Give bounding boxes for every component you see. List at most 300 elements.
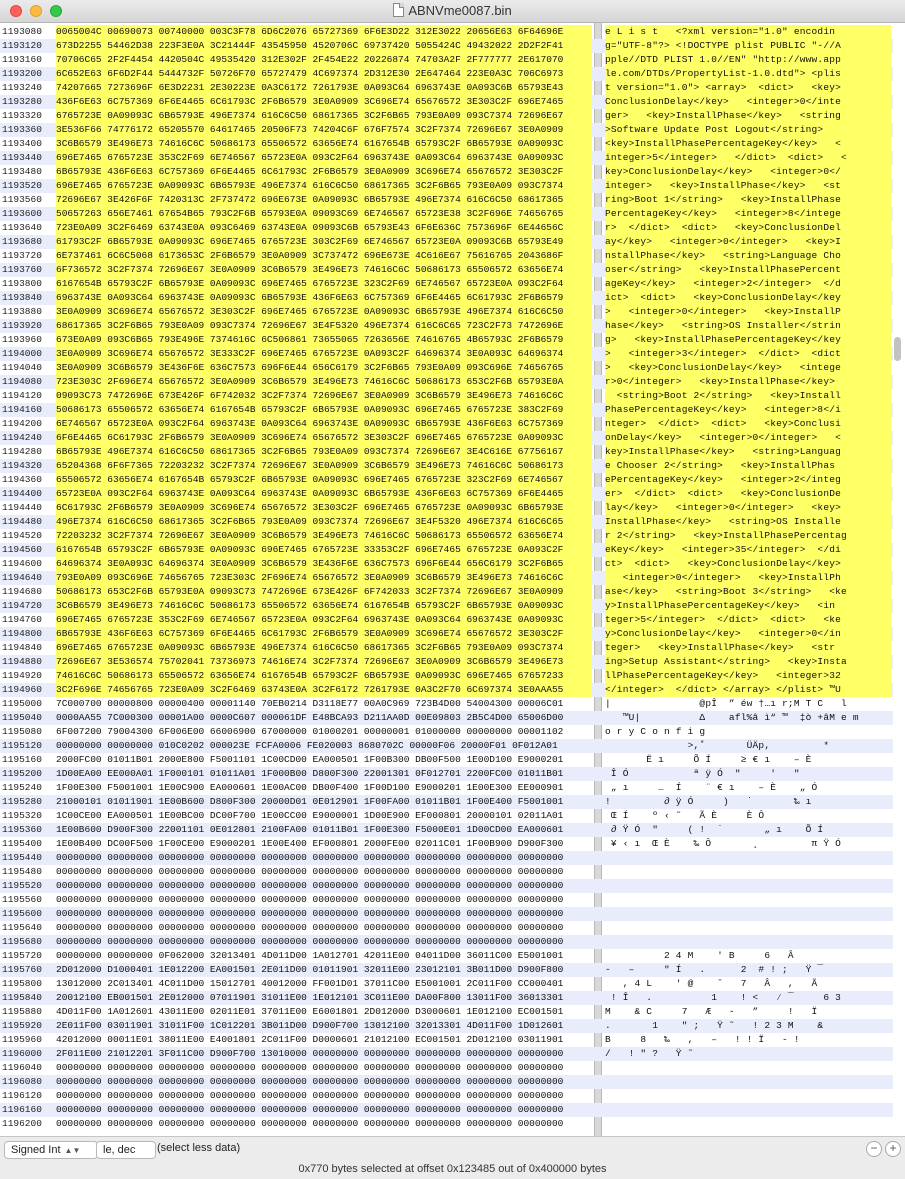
row-text[interactable]: hase</key> <string>OS Installer</strin [605, 319, 891, 333]
row-offset: 1193640 [2, 222, 42, 233]
hex-row[interactable] [0, 1005, 893, 1019]
row-hex-bytes[interactable]: 436F6E63 6C757369 6F6E4465 6C61793C 2F6B6579 3E0A0909 3C696E74 65676572 3E303C2F 696E7465 [56, 95, 592, 109]
row-hex-bytes[interactable]: 3E0A0909 3C6B6579 3E436F6E 636C7573 696F6E44 656C6179 3C2F6B65 793E0A09 093C696E 74656765 [56, 361, 592, 375]
row-text[interactable]: teger>5</integer> </dict> <dict> <ke [605, 613, 891, 627]
row-offset: 1194160 [2, 404, 42, 415]
hex-row[interactable] [0, 515, 893, 529]
hex-row[interactable] [0, 39, 893, 53]
row-offset: 1193920 [2, 320, 42, 331]
row-offset: 1194120 [2, 390, 42, 401]
hex-row[interactable] [0, 249, 893, 263]
row-hex-bytes[interactable]: 6B65793E 436F6E63 6C757369 6F6E4465 6C61793C 2F6B6579 3E0A0909 3C696E74 65676572 3E303C2F [56, 627, 592, 641]
row-offset: 1193240 [2, 82, 42, 93]
row-offset: 1195640 [2, 922, 42, 933]
row-offset: 1195400 [2, 838, 42, 849]
row-text[interactable]: nstallPhase</key> <string>Language Cho [605, 249, 891, 263]
row-hex-bytes[interactable]: 2D012000 D1000401 1E012200 EA001501 2E011D00 01011901 32011E00 23012101 3B011D00 D900F800 [56, 964, 564, 975]
row-offset: 1194400 [2, 488, 42, 499]
hex-row[interactable] [0, 879, 893, 893]
row-offset: 1195080 [2, 726, 42, 737]
row-offset: 1194040 [2, 362, 42, 373]
hex-row[interactable] [0, 375, 893, 389]
row-hex-bytes[interactable]: 00000000 00000000 00000000 00000000 00000000 00000000 00000000 00000000 00000000 00000000 [56, 1076, 564, 1087]
hex-row[interactable] [0, 291, 893, 305]
row-text[interactable]: Œ Í º ‹ ˜ Ã È È Ô [605, 810, 818, 821]
row-offset: 1193440 [2, 152, 42, 163]
row-hex-bytes[interactable]: 74616C6C 50686173 65506572 63656E74 6167654B 65793C2F 6B65793E 0A09093C 696E7465 67657233 [56, 669, 592, 683]
row-hex-bytes[interactable]: 3E0A0909 3C696E74 65676572 3E303C2F 696E7465 6765723E 0A09093C 6B65793E 496E7374 616C6C50 [56, 305, 592, 319]
hex-row[interactable] [0, 179, 893, 193]
row-text[interactable]: ™U| Δ afl%â ì“ ™ ‡ò +âM e m [605, 712, 859, 723]
row-offset: 1193800 [2, 278, 42, 289]
hex-row[interactable] [0, 781, 893, 795]
row-hex-bytes[interactable]: 6E737461 6C6C5068 6173653C 2F6B6579 3E0A0909 3C737472 696E673E 4C616E67 75616765 2043686F [56, 249, 592, 263]
row-offset: 1194600 [2, 558, 42, 569]
row-offset: 1195800 [2, 978, 42, 989]
row-hex-bytes[interactable]: 1F00E300 F5001001 1E00C900 EA000601 1E00AC00 DB00F400 1F00D100 E9000201 1E00E300 EE000901 [56, 782, 564, 793]
row-hex-bytes[interactable]: 6765723E 0A09093C 6B65793E 496E7374 616C6C50 68617365 3C2F6B65 793E0A09 093C7374 72696E67 [56, 109, 592, 123]
row-text[interactable]: <key>InstallPhasePercentageKey</key> < [605, 137, 891, 151]
row-hex-bytes[interactable]: 6167654B 65793C2F 6B65793E 0A09093C 696E7465 6765723E 33353C2F 696E7465 6765723E 0A093C2F [56, 543, 592, 557]
remove-inspector-button[interactable]: − [866, 1141, 882, 1157]
row-offset: 1195960 [2, 1034, 42, 1045]
row-text[interactable]: ePercentageKey</key> <integer>2</integ [605, 473, 891, 487]
row-offset: 1194760 [2, 614, 42, 625]
row-hex-bytes[interactable]: 723E0A09 3C2F6469 63743E0A 093C6469 63743E0A 09093C6B 65793E43 6F6E636C 7573696F 6E44656C [56, 221, 592, 235]
row-hex-bytes[interactable]: 6F6E4465 6C61793C 2F6B6579 3E0A0909 3C696E74 65676572 3E303C2F 696E7465 6765723E 0A09093C [56, 431, 592, 445]
row-text[interactable]: le.com/DTDs/PropertyList-1.0.dtd"> <plis [605, 67, 891, 81]
row-offset: 1193520 [2, 180, 42, 191]
hex-row[interactable] [0, 711, 893, 725]
row-text[interactable]: „ ı … Í ¨ € ı – È „ Ó [605, 782, 824, 793]
row-offset: 1196040 [2, 1062, 42, 1073]
row-text[interactable]: r>0</integer> <key>InstallPhase</key> [605, 375, 891, 389]
hex-row[interactable] [0, 991, 893, 1005]
hex-row[interactable] [0, 907, 893, 921]
row-text[interactable]: lay</key> <integer>0</integer> <key> [605, 501, 891, 515]
hex-row[interactable] [0, 767, 893, 781]
title-bar [0, 0, 905, 23]
row-offset: 1194080 [2, 376, 42, 387]
row-hex-bytes[interactable]: 00000000 00000000 00000000 00000000 00000000 00000000 00000000 00000000 00000000 00000000 [56, 1118, 564, 1129]
row-text[interactable]: oser</string> <key>InstallPhasePercent [605, 263, 891, 277]
row-hex-bytes[interactable]: 00000000 00000000 00000000 00000000 00000000 00000000 00000000 00000000 00000000 00000000 [56, 852, 564, 863]
hex-row[interactable] [0, 753, 893, 767]
hex-row[interactable] [0, 739, 893, 753]
row-hex-bytes[interactable]: 6B65793E 496E7374 616C6C50 68617365 3C2F6B65 793E0A09 093C7374 72696E67 3E4C616E 67756167 [56, 445, 592, 459]
selection-status: 0x770 bytes selected at offset 0x123485 out of 0x400000 bytes [298, 1163, 607, 1175]
row-hex-bytes[interactable]: 65204368 6F6F7365 72203232 3C2F7374 72696E67 3E0A0909 3C6B6579 3E496E73 74616C6C 50686173 [56, 459, 592, 473]
window-title [0, 3, 905, 18]
row-offset: 1195760 [2, 964, 42, 975]
hex-row[interactable] [0, 417, 893, 431]
hex-row[interactable] [0, 599, 893, 613]
row-text[interactable]: ase</key> <string>Boot 3</string> <ke [605, 585, 891, 599]
row-text[interactable]: r 2</string> <key>InstallPhasePercentag [605, 529, 891, 543]
row-text[interactable]: r> </dict> <dict> <key>ConclusionDel [605, 221, 891, 235]
row-hex-bytes[interactable]: 65723E0A 093C2F64 6963743E 0A093C64 6963743E 0A09093C 6B65793E 436F6E63 6C757369 6F6E4465 [56, 487, 592, 501]
hex-row[interactable] [0, 697, 893, 711]
row-text[interactable]: pple//DTD PLIST 1.0//EN" "http://www.app [605, 53, 891, 67]
hex-row[interactable] [0, 81, 893, 95]
hex-row[interactable] [0, 557, 893, 571]
hex-row[interactable] [0, 1047, 893, 1061]
data-preview: (select less data) [157, 1142, 241, 1154]
hex-row[interactable] [0, 459, 893, 473]
hex-row[interactable] [0, 501, 893, 515]
row-hex-bytes[interactable]: 696E7465 6765723E 0A09093C 6B65793E 496E7374 616C6C50 68617365 3C2F6B65 793E0A09 093C7374 [56, 641, 592, 655]
row-text[interactable]: ConclusionDelay</key> <integer>0</inte [605, 95, 891, 109]
row-text[interactable]: PhasePercentageKey</key> <integer>8</i [605, 403, 891, 417]
hex-row[interactable] [0, 305, 893, 319]
row-hex-bytes[interactable]: 696E7465 6765723E 0A09093C 6B65793E 496E7374 616C6C50 68617365 3C2F6B65 793E0A09 093C7374 [56, 179, 592, 193]
row-text[interactable]: ring>Boot 1</string> <key>InstallPhase [605, 193, 891, 207]
hex-row[interactable] [0, 613, 893, 627]
row-text[interactable]: integer>5</integer> </dict> <dict> < [605, 151, 891, 165]
row-hex-bytes[interactable]: 6963743E 0A093C64 6963743E 0A09093C 6B65793E 436F6E63 6C757369 6F6E4465 6C61793C 2F6B6579 [56, 291, 592, 305]
hex-row[interactable] [0, 935, 893, 949]
hex-row[interactable] [0, 109, 893, 123]
row-text[interactable]: | @pÎ ” éw †…ı r;M T C l [605, 698, 847, 709]
hex-row[interactable] [0, 403, 893, 417]
row-hex-bytes[interactable]: 50686173 653C2F6B 65793E0A 09093C73 7472696E 673E426F 6F742033 3C2F7374 72696E67 3E0A0909 [56, 585, 592, 599]
row-text[interactable]: B 8 ‰ , – ! ! Ï - ! [605, 1034, 830, 1045]
add-inspector-button[interactable]: + [885, 1141, 901, 1157]
row-text[interactable]: > <integer>0</integer> <key>InstallP [605, 305, 891, 319]
row-offset: 1194520 [2, 530, 42, 541]
row-text[interactable]: key>InstallPhase</key> <string>Languag [605, 445, 891, 459]
row-text[interactable]: > <integer>3</integer> </dict> <dict [605, 347, 891, 361]
row-hex-bytes[interactable]: 673D2255 54462D38 223F3E0A 3C21444F 43545950 4520706C 69737420 5055424C 49432022 2D2F2F41 [56, 39, 592, 53]
hex-row[interactable] [0, 431, 893, 445]
row-hex-bytes[interactable]: 793E0A09 093C696E 74656765 723E303C 2F696E74 65676572 3E0A0909 3C6B6579 3E496E73 74616C6C [56, 571, 592, 585]
row-text[interactable]: t version="1.0"> <array> <dict> <key> [605, 81, 891, 95]
row-text[interactable]: o r y C o n f i g [605, 726, 842, 737]
row-offset: 1195480 [2, 866, 42, 877]
hex-row[interactable] [0, 823, 893, 837]
row-text[interactable]: Î Ó ª ÿ Ó " ' " [605, 768, 836, 779]
row-hex-bytes[interactable]: 00000000 00000000 0F062000 32013401 4D011D00 1A012701 42011E00 04011D00 36011C00 E5001001 [56, 950, 564, 961]
row-offset: 1196120 [2, 1090, 42, 1101]
hex-row[interactable] [0, 333, 893, 347]
row-offset: 1194800 [2, 628, 42, 639]
row-text[interactable]: y>ConclusionDelay</key> <integer>0</in [605, 627, 891, 641]
hex-row[interactable] [0, 445, 893, 459]
hex-row[interactable] [0, 473, 893, 487]
row-hex-bytes[interactable]: 6F736572 3C2F7374 72696E67 3E0A0909 3C6B6579 3E496E73 74616C6C 50686173 65506572 63656E74 [56, 263, 592, 277]
hex-row[interactable] [0, 67, 893, 81]
row-hex-bytes[interactable]: 68617365 3C2F6B65 793E0A09 093C7374 72696E67 3E4F5320 496E7374 616C6C65 723C2F73 7472696E [56, 319, 592, 333]
row-text[interactable]: ct> <dict> <key>ConclusionDelay</key> [605, 557, 891, 571]
row-text[interactable]: ay</key> <integer>0</integer> <key>I [605, 235, 891, 249]
hex-row[interactable] [0, 809, 893, 823]
row-text[interactable]: . 1 " ; Ÿ ˜ ! 2 3 M & [605, 1020, 824, 1031]
row-text[interactable]: >Software Update Post Logout</string> [605, 123, 891, 137]
row-offset: 1195440 [2, 852, 42, 863]
row-offset: 1196160 [2, 1104, 42, 1115]
row-hex-bytes[interactable]: 50657263 656E7461 67654B65 793C2F6B 65793E0A 09093C69 6E746567 65723E38 3C2F696E 74656765 [56, 207, 592, 221]
row-hex-bytes[interactable]: 21000101 01011901 1E00B600 D800F300 20000D01 0E012901 1F00FA00 01011B01 1F00E400 F5001001 [56, 796, 564, 807]
hex-row[interactable] [0, 207, 893, 221]
row-offset: 1194720 [2, 600, 42, 611]
row-hex-bytes[interactable]: 61793C2F 6B65793E 0A09093C 696E7465 6765723E 303C2F69 6E746567 65723E0A 09093C6B 65793E49 [56, 235, 592, 249]
hex-row[interactable] [0, 1089, 893, 1103]
hex-row[interactable] [0, 151, 893, 165]
row-hex-bytes[interactable]: 1E00B400 DC00F500 1F00CE00 E9000201 1E00E400 EF000801 2000FE00 02011C01 1F00B900 D900F300 [56, 838, 564, 849]
hex-row[interactable] [0, 53, 893, 67]
row-text[interactable]: nteger> </dict> <dict> <key>Conclusi [605, 417, 891, 431]
row-hex-bytes[interactable]: 3E0A0909 3C696E74 65676572 3E333C2F 696E7465 6765723E 0A093C2F 64696374 3E0A093C 64696374 [56, 347, 592, 361]
window-title-text: ABNVme0087.bin [408, 3, 512, 18]
row-hex-bytes[interactable]: 64696374 3E0A093C 64696374 3E0A0909 3C6B6579 3E436F6E 636C7573 696F6E44 656C6179 3C2F6B65 [56, 557, 592, 571]
hex-row[interactable] [0, 137, 893, 151]
row-text[interactable]: <string>Boot 2</string> <key>Install [605, 389, 891, 403]
row-offset: 1195160 [2, 754, 42, 765]
hex-row[interactable] [0, 837, 893, 851]
row-offset: 1195320 [2, 810, 42, 821]
hex-row[interactable] [0, 963, 893, 977]
hex-row[interactable] [0, 1019, 893, 1033]
row-offset: 1195240 [2, 782, 42, 793]
row-offset: 1194960 [2, 684, 42, 695]
hex-row[interactable] [0, 683, 893, 697]
data-type-select[interactable] [4, 1141, 98, 1159]
row-text[interactable]: g> <key>InstallPhasePercentageKey</key [605, 333, 891, 347]
row-text[interactable]: ageKey</key> <integer>2</integer> </d [605, 277, 891, 291]
hex-row[interactable] [0, 263, 893, 277]
hex-row[interactable] [0, 795, 893, 809]
row-text[interactable]: onDelay</key> <integer>0</integer> < [605, 431, 891, 445]
hex-row[interactable] [0, 627, 893, 641]
hex-row[interactable] [0, 277, 893, 291]
row-hex-bytes[interactable]: 1D00EA00 EE000A01 1F000101 01011A01 1F000B00 D800F300 22001301 0F012701 2200FC00 01011B01 [56, 768, 564, 779]
hex-row[interactable] [0, 865, 893, 879]
row-offset: 1194240 [2, 432, 42, 443]
hex-editor-view[interactable] [0, 23, 905, 1136]
hex-row[interactable] [0, 1033, 893, 1047]
row-hex-bytes[interactable]: 1E00B600 D900F300 22001101 0E012801 2100FA00 01011B01 1F00E300 F5000E01 1D00CD00 EA000601 [56, 824, 564, 835]
row-text[interactable]: Ë ı Õ Í ≥ € ı – È [605, 754, 818, 765]
row-text[interactable]: ing>Setup Assistant</string> <key>Insta [605, 655, 891, 669]
row-hex-bytes[interactable]: 13012000 2C013401 4C011D00 15012701 40012000 FF001D01 37011C00 E5001001 2C011F00 CC000401 [56, 978, 564, 989]
row-hex-bytes[interactable]: 74207665 7273696F 6E3D2231 2E30223E 0A3C6172 7261793E 0A093C64 6963743E 0A093C6B 65793E43 [56, 81, 592, 95]
row-text[interactable]: y>InstallPhasePercentageKey</key> <in [605, 599, 891, 613]
row-offset: 1195560 [2, 894, 42, 905]
row-hex-bytes[interactable]: 42012000 00011E01 38011E00 E4001801 2C011F00 D0000601 21012100 EC001501 2D012100 03011901 [56, 1034, 564, 1045]
hex-row[interactable] [0, 221, 893, 235]
row-hex-bytes[interactable]: 6C61793C 2F6B6579 3E0A0909 3C696E74 65676572 3E303C2F 696E7465 6765723E 0A09093C 6B65793E [56, 501, 592, 515]
row-hex-bytes[interactable]: 2F011E00 21012201 3F011C00 D900F700 13010000 00000000 00000000 00000000 00000000 00000000 [56, 1048, 564, 1059]
row-hex-bytes[interactable]: 72696E67 3E426F6F 7420313C 2F737472 696E673E 0A09093C 6B65793E 496E7374 616C6C50 68617365 [56, 193, 592, 207]
row-offset: 1195880 [2, 1006, 42, 1017]
row-hex-bytes[interactable]: 6E746567 65723E0A 093C2F64 6963743E 0A093C64 6963743E 0A09093C 6B65793E 436F6E63 6C757369 [56, 417, 592, 431]
row-text[interactable]: key>ConclusionDelay</key> <integer>0</ [605, 165, 891, 179]
hex-row[interactable] [0, 851, 893, 865]
row-offset: 1194920 [2, 670, 42, 681]
hex-row[interactable] [0, 165, 893, 179]
row-offset: 1195280 [2, 796, 42, 807]
hex-row[interactable] [0, 893, 893, 907]
row-hex-bytes[interactable]: 3E536F66 74776172 65205570 64617465 20506F73 74204C6F 676F7574 3C2F7374 72696E67 3E0A0909 [56, 123, 592, 137]
row-offset: 1195360 [2, 824, 42, 835]
row-hex-bytes[interactable]: 00000000 00000000 00000000 00000000 00000000 00000000 00000000 00000000 00000000 00000000 [56, 1104, 564, 1115]
row-hex-bytes[interactable]: 2E011F00 03011901 31011F00 1C012201 3B011D00 D900F700 13012100 32013301 4D011F00 1D012601 [56, 1020, 564, 1031]
row-offset: 1195040 [2, 712, 42, 723]
row-offset: 1193600 [2, 208, 42, 219]
hex-row[interactable] [0, 725, 893, 739]
row-text[interactable]: g="UTF-8"?> <!DOCTYPE plist PUBLIC "-//A [605, 39, 891, 53]
row-offset: 1194640 [2, 572, 42, 583]
row-text[interactable]: > <key>ConclusionDelay</key> <intege [605, 361, 891, 375]
row-hex-bytes[interactable]: 00000000 00000000 00000000 00000000 00000000 00000000 00000000 00000000 00000000 00000000 [56, 1090, 564, 1101]
row-text[interactable]: teger> <key>InstallPhase</key> <str [605, 641, 891, 655]
row-text[interactable]: </integer> </dict> </array> </plist> ™U [605, 683, 891, 697]
row-hex-bytes[interactable]: 1C00CE00 EA000501 1E00BC00 DC00F700 1E00CC00 E9000001 1D00E900 EF000801 20000101 02011A01 [56, 810, 564, 821]
bottom-bar [0, 1136, 905, 1179]
hex-row[interactable] [0, 235, 893, 249]
hex-row[interactable] [0, 641, 893, 655]
row-hex-bytes[interactable]: 00000000 00000000 00000000 00000000 00000000 00000000 00000000 00000000 00000000 00000000 [56, 894, 564, 905]
row-hex-bytes[interactable]: 65506572 63656E74 6167654B 65793C2F 6B65793E 0A09093C 696E7465 6765723E 323C2F69 6E746567 [56, 473, 592, 487]
hex-row[interactable] [0, 25, 893, 39]
hex-row[interactable] [0, 319, 893, 333]
hex-row[interactable] [0, 1103, 893, 1117]
row-text[interactable]: e L i s t <?xml version="1.0" encodin [605, 25, 891, 39]
row-offset: 1195840 [2, 992, 42, 1003]
row-text[interactable]: <integer>0</integer> <key>InstallPh [605, 571, 891, 585]
row-hex-bytes[interactable]: 496E7374 616C6C50 68617365 3C2F6B65 793E0A09 093C7374 72696E67 3E4F5320 496E7374 616C6C65 [56, 515, 592, 529]
row-hex-bytes[interactable]: 7C000700 00000800 00000400 00001140 70EB0214 D3118E77 00A0C969 723B4D00 54004300 00006C01 [56, 698, 564, 709]
row-text[interactable]: M & C 7 Æ - ” ! Ï [605, 1006, 824, 1017]
row-text[interactable]: e Chooser 2</string> <key>InstallPhas [605, 459, 891, 473]
hex-row[interactable] [0, 123, 893, 137]
hex-row[interactable] [0, 193, 893, 207]
row-text[interactable]: ict> <dict> <key>ConclusionDelay</key [605, 291, 891, 305]
hex-row[interactable] [0, 949, 893, 963]
row-offset: 1194880 [2, 656, 42, 667]
row-offset: 1193680 [2, 236, 42, 247]
row-offset: 1193480 [2, 166, 42, 177]
row-hex-bytes[interactable]: 20012100 EB001501 2E012000 07011901 31011E00 1E012101 3C011E00 DA00F800 13011F00 36013301 [56, 992, 564, 1003]
row-text[interactable]: ! ∂ ÿ Ó ) ˙ ‰ ı [605, 796, 818, 807]
row-hex-bytes[interactable]: 70706C65 2F2F4454 4420504C 49535420 312E302F 2F454E22 20226874 74703A2F 2F777777 2E617070 [56, 53, 592, 67]
row-text[interactable]: InstallPhase</key> <string>OS Installe [605, 515, 891, 529]
row-offset: 1195520 [2, 880, 42, 891]
row-hex-bytes[interactable]: 72696E67 3E536574 75702041 73736973 74616E74 3C2F7374 72696E67 3E0A0909 3C6B6579 3E496E73 [56, 655, 592, 669]
row-hex-bytes[interactable]: 3C2F696E 74656765 723E0A09 3C2F6469 63743E0A 3C2F6172 7261793E 0A3C2F70 6C697374 3E0AAA55 [56, 683, 592, 697]
row-text[interactable]: - – " Í . 2 # ! ; Ÿ ¯ [605, 964, 824, 975]
row-hex-bytes[interactable]: 673E0A09 093C6B65 793E496E 7374616C 6C506861 73655065 7263656E 74616765 4B65793C 2F6B6579 [56, 333, 592, 347]
row-offset: 1195600 [2, 908, 42, 919]
row-offset: 1195920 [2, 1020, 42, 1031]
row-hex-bytes[interactable]: 72203232 3C2F7374 72696E67 3E0A0909 3C6B6579 3E496E73 74616C6C 50686173 65506572 63656E74 [56, 529, 592, 543]
hex-row[interactable] [0, 921, 893, 935]
row-hex-bytes[interactable]: 6F007200 79004300 6F006E00 66006900 67000000 01000201 00000001 01000000 00000000 00001102 [56, 726, 564, 737]
hex-row[interactable] [0, 389, 893, 403]
row-offset: 1193880 [2, 306, 42, 317]
endianness-select[interactable] [96, 1141, 156, 1159]
data-type-value: Signed Int [11, 1144, 61, 1156]
row-offset: 1193960 [2, 334, 42, 345]
row-hex-bytes[interactable]: 00000000 00000000 00000000 00000000 00000000 00000000 00000000 00000000 00000000 00000000 [56, 866, 564, 877]
row-text[interactable]: ger> <key>InstallPhase</key> <string [605, 109, 891, 123]
row-offset: 1194840 [2, 642, 42, 653]
hex-row[interactable] [0, 669, 893, 683]
row-text[interactable]: ! Î . 1 ! < ⁄ ¯ 6 3 [605, 992, 842, 1003]
hex-row[interactable] [0, 1117, 893, 1131]
row-hex-bytes[interactable]: 00000000 00000000 00000000 00000000 00000000 00000000 00000000 00000000 00000000 00000000 [56, 1062, 564, 1073]
row-text[interactable]: / ! " ? Ÿ ˜ [605, 1048, 836, 1059]
hex-row[interactable] [0, 1061, 893, 1075]
row-offset: 1193720 [2, 250, 42, 261]
row-hex-bytes[interactable]: 696E7465 6765723E 353C2F69 6E746567 65723E0A 093C2F64 6963743E 0A093C64 6963743E 0A09093C [56, 613, 592, 627]
document-icon [393, 3, 404, 17]
endianness-value: le, dec [103, 1144, 136, 1156]
row-hex-bytes[interactable]: 6B65793E 436F6E63 6C757369 6F6E4465 6C61793C 2F6B6579 3E0A0909 3C696E74 65676572 3E303C2F [56, 165, 592, 179]
row-text[interactable]: PercentageKey</key> <integer>8</intege [605, 207, 891, 221]
row-offset: 1193400 [2, 138, 42, 149]
row-text[interactable]: eKey</key> <integer>35</integer> </di [605, 543, 891, 557]
row-text[interactable]: 2 4 M ' B 6 Â [605, 950, 794, 961]
row-hex-bytes[interactable]: 00000000 00000000 00000000 00000000 00000000 00000000 00000000 00000000 00000000 00000000 [56, 908, 564, 919]
row-hex-bytes[interactable]: 0065004C 00690073 00740000 003C3F78 6D6C2076 65727369 6F6E3D22 312E3022 20656E63 6F64696E [56, 25, 592, 39]
hex-row[interactable] [0, 585, 893, 599]
row-offset: 1196200 [2, 1118, 42, 1129]
hex-row[interactable] [0, 487, 893, 501]
chevron-updown-icon: ▲▼ [64, 1146, 81, 1155]
row-text[interactable]: integer> <key>InstallPhase</key> <st [605, 179, 891, 193]
row-hex-bytes[interactable]: 696E7465 6765723E 353C2F69 6E746567 65723E0A 093C2F64 6963743E 0A093C64 6963743E 0A09093C [56, 151, 592, 165]
row-text[interactable]: llPhasePercentageKey</key> <integer>32 [605, 669, 891, 683]
row-offset: 1194440 [2, 502, 42, 513]
row-hex-bytes[interactable]: 0000AA55 7C000300 00001A00 0000C607 000061DF E48BCA93 D211AA0D 00E09803 2B5C4D00 65006D00 [56, 712, 564, 723]
hex-row[interactable] [0, 95, 893, 109]
row-offset: 1194000 [2, 348, 42, 359]
row-hex-bytes[interactable]: 00000000 00000000 00000000 00000000 00000000 00000000 00000000 00000000 00000000 00000000 [56, 936, 564, 947]
row-offset: 1195200 [2, 768, 42, 779]
row-hex-bytes[interactable]: 09093C73 7472696E 673E426F 6F742032 3C2F7374 72696E67 3E0A0909 3C6B6579 3E496E73 74616C6C [56, 389, 592, 403]
row-hex-bytes[interactable]: 50686173 65506572 63656E74 6167654B 65793C2F 6B65793E 0A09093C 696E7465 6765723E 383C2F69 [56, 403, 592, 417]
row-offset: 1193320 [2, 110, 42, 121]
row-hex-bytes[interactable]: 3C6B6579 3E496E73 74616C6C 50686173 65506572 63656E74 6167654B 65793C2F 6B65793E 0A09093C [56, 137, 592, 151]
row-text[interactable]: , 4 L ' @ ˇ 7 Â , Ã [605, 978, 824, 989]
row-offset: 1194280 [2, 446, 42, 457]
row-text[interactable]: ∂ Ÿ Ó " ( ! ˙ „ ı Õ Í [605, 824, 830, 835]
row-hex-bytes[interactable]: 00000000 00000000 010C0202 000023E FCFA0006 FE020003 8680702C 00000F06 20000F01 0F012A01 [56, 740, 558, 751]
row-text[interactable]: >,˚ ÜÄp, * [605, 740, 830, 751]
row-hex-bytes[interactable]: 00000000 00000000 00000000 00000000 00000000 00000000 00000000 00000000 00000000 00000000 [56, 922, 564, 933]
row-offset: 1193560 [2, 194, 42, 205]
row-text[interactable]: ¥ ‹ ı Œ È ‰ Ô ˛ π Ÿ Ó [605, 838, 842, 849]
hex-row[interactable] [0, 529, 893, 543]
hex-row[interactable] [0, 543, 893, 557]
hex-row[interactable] [0, 655, 893, 669]
row-hex-bytes[interactable]: 4D011F00 1A012601 43011E00 02011E01 37011E00 E6001801 2D012000 D3000601 1E012100 EC001501 [56, 1006, 564, 1017]
hex-row[interactable] [0, 361, 893, 375]
hex-row[interactable] [0, 977, 893, 991]
row-hex-bytes[interactable]: 723E303C 2F696E74 65676572 3E0A0909 3C6B6579 3E496E73 74616C6C 50686173 653C2F6B 65793E0A [56, 375, 592, 389]
row-hex-bytes[interactable]: 3C6B6579 3E496E73 74616C6C 50686173 65506572 63656E74 6167654B 65793C2F 6B65793E 0A09093C [56, 599, 592, 613]
row-hex-bytes[interactable]: 00000000 00000000 00000000 00000000 00000000 00000000 00000000 00000000 00000000 00000000 [56, 880, 564, 891]
row-text[interactable]: er> </dict> <dict> <key>ConclusionDe [605, 487, 891, 501]
scrollbar-thumb[interactable] [894, 337, 901, 361]
row-hex-bytes[interactable]: 6C652E63 6F6D2F44 5444732F 50726F70 65727479 4C697374 2D312E30 2E647464 223E0A3C 706C6973 [56, 67, 592, 81]
hex-row[interactable] [0, 571, 893, 585]
row-hex-bytes[interactable]: 2000FC00 01011B01 2000E800 F5001101 1C00CD00 EA000501 1F00B300 DB00F500 1E00D100 E9000201 [56, 754, 564, 765]
hex-row[interactable] [0, 1075, 893, 1089]
hex-row[interactable] [0, 347, 893, 361]
row-hex-bytes[interactable]: 6167654B 65793C2F 6B65793E 0A09093C 696E7465 6765723E 323C2F69 6E746567 65723E0A 093C2F64 [56, 277, 592, 291]
